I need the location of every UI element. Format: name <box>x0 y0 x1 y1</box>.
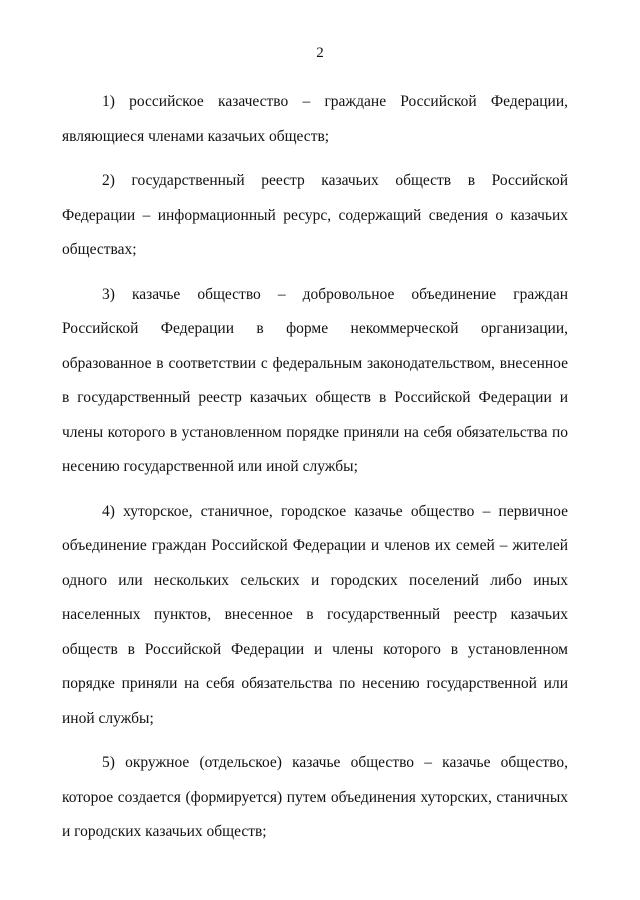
paragraph-definition-3: 3) казачье общество – добровольное объединение граждан Российской Федерации в форме некоммерческой организации, образованное в соответствии с федеральным законодательством, внесенное в государственный реестр казачьих обществ в Российской Федерации и члены которого в установленном порядке приняли на себя обязательства по несению государственной или иной службы; <box>62 285 568 475</box>
document-body <box>62 85 568 860</box>
paragraph-definition-1: 1) российское казачество – граждане Российской Федерации, являющиеся членами казачьих обществ; <box>62 93 568 145</box>
paragraph-definition-2: 2) государственный реестр казачьих обществ в Российской Федерации – информационный ресурс, содержащий сведения о казачьих обществах; <box>62 172 568 258</box>
paragraph-definition-4: 4) хуторское, станичное, городское казачье общество – первичное объединение граждан Российской Федерации и членов их семей – жителей одного или нескольких сельских и городских поселений либо иных населенных пунктов, внесенное в государственный реестр казачьих обществ в Российской Федерации и члены которого в установленном порядке приняли на себя обязательства по несению государственной или иной службы; <box>62 502 568 727</box>
paragraph-definition-5: 5) окружное (отдельское) казачье общество – казачье общество, которое создается (формируется) путем объединения хуторских, станичных и городских казачьих обществ; <box>62 754 568 840</box>
page-number: 2 <box>316 45 324 61</box>
